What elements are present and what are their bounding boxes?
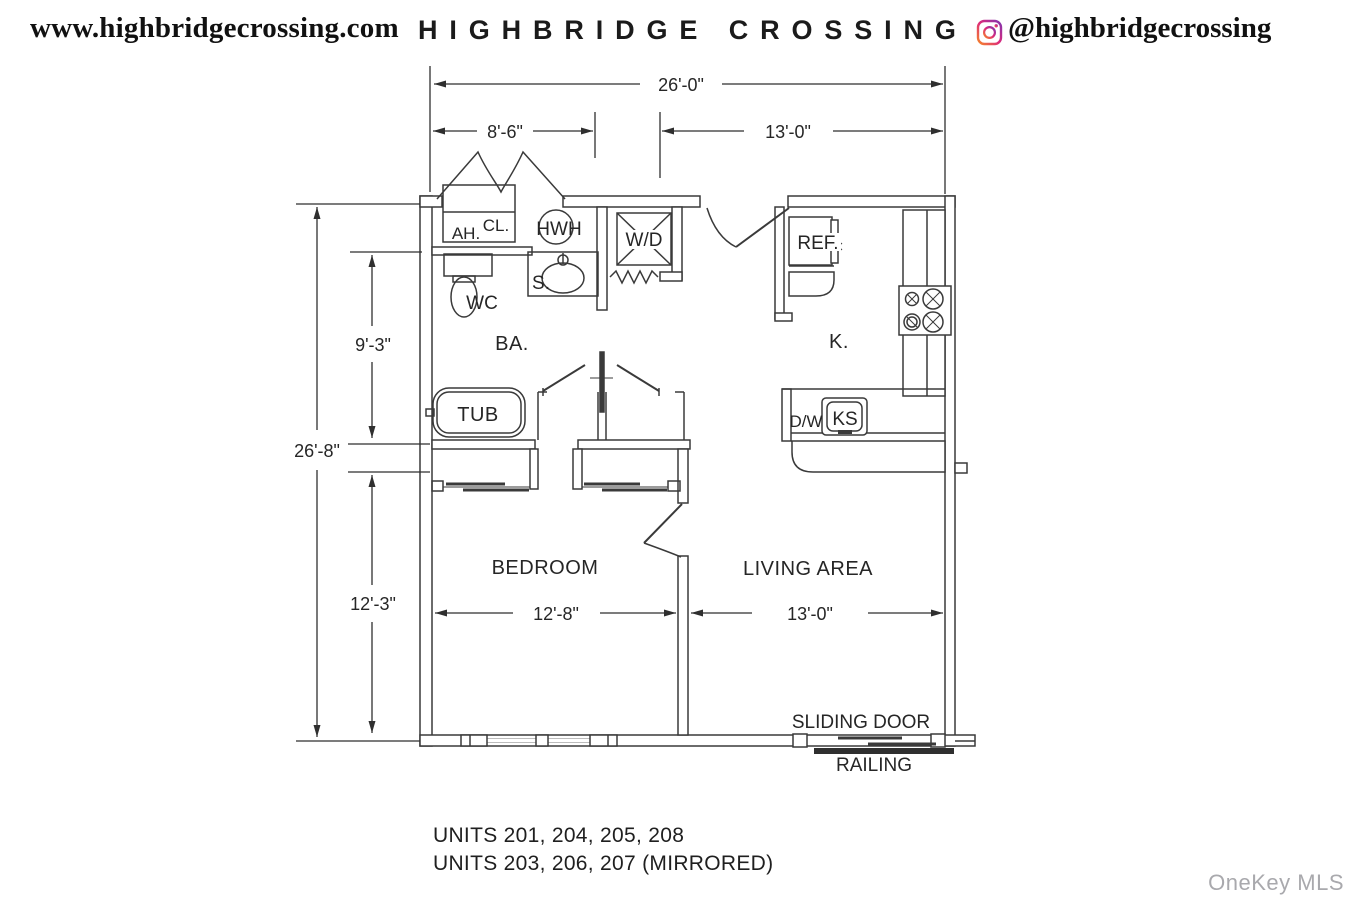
kitchen-sink-label: KS	[832, 409, 858, 430]
dim-bedroom-depth: 12'-3"	[350, 594, 396, 614]
accordion-door-symbol	[610, 271, 658, 283]
refrigerator-symbol	[789, 217, 842, 296]
fixture-symbols	[426, 152, 975, 754]
living-area-label: LIVING AREA	[743, 558, 873, 580]
toilet-label: WC	[466, 293, 498, 314]
bathroom-label: BA.	[495, 333, 529, 355]
washer-dryer-label: W/D	[625, 230, 663, 251]
railing-label: RAILING	[835, 755, 913, 776]
units-list	[433, 822, 773, 878]
brand-title: HIGHBRIDGE CROSSING	[418, 15, 968, 45]
dim-overall-depth: 26'-8"	[294, 441, 340, 461]
dim-bath-depth: 9'-3"	[355, 335, 391, 355]
water-heater-label: HWH	[536, 219, 582, 240]
window-symbols	[461, 735, 617, 746]
dim-kitchen-width: 13'-0"	[765, 122, 811, 142]
sliding-door-label: SLIDING DOOR	[791, 712, 931, 733]
dim-bedroom-width: 12'-8"	[533, 604, 579, 624]
closet-sliding-doors	[432, 481, 680, 491]
bedroom-door-symbol	[644, 504, 682, 557]
instagram-handle: @highbridgecrossing	[1008, 12, 1272, 44]
stove-symbol	[899, 286, 951, 335]
website-url: www.highbridgecrossing.com	[30, 12, 399, 44]
dim-living-width: 13'-0"	[787, 604, 833, 624]
refrigerator-label: REF.	[797, 233, 839, 254]
tub-label: TUB	[457, 404, 499, 426]
closet-label: CL.	[482, 216, 510, 235]
air-handler-label: AH.	[451, 224, 481, 243]
bifold-door-symbol	[437, 152, 565, 199]
dim-overall-width: 26'-0"	[658, 75, 704, 95]
onekey-mls-watermark: OneKey MLS	[1208, 870, 1344, 895]
units-line-2: UNITS 203, 206, 207 (MIRRORED)	[433, 852, 774, 875]
kitchen-label: K.	[829, 331, 849, 353]
bedroom-label: BEDROOM	[491, 557, 599, 579]
bath-sink-label: S.	[532, 273, 550, 294]
hall-closet-symbols	[538, 352, 684, 440]
dishwasher-label: D/W	[789, 412, 823, 431]
units-line-1: UNITS 201, 204, 205, 208	[433, 824, 685, 847]
dim-bath-width: 8'-6"	[487, 122, 523, 142]
